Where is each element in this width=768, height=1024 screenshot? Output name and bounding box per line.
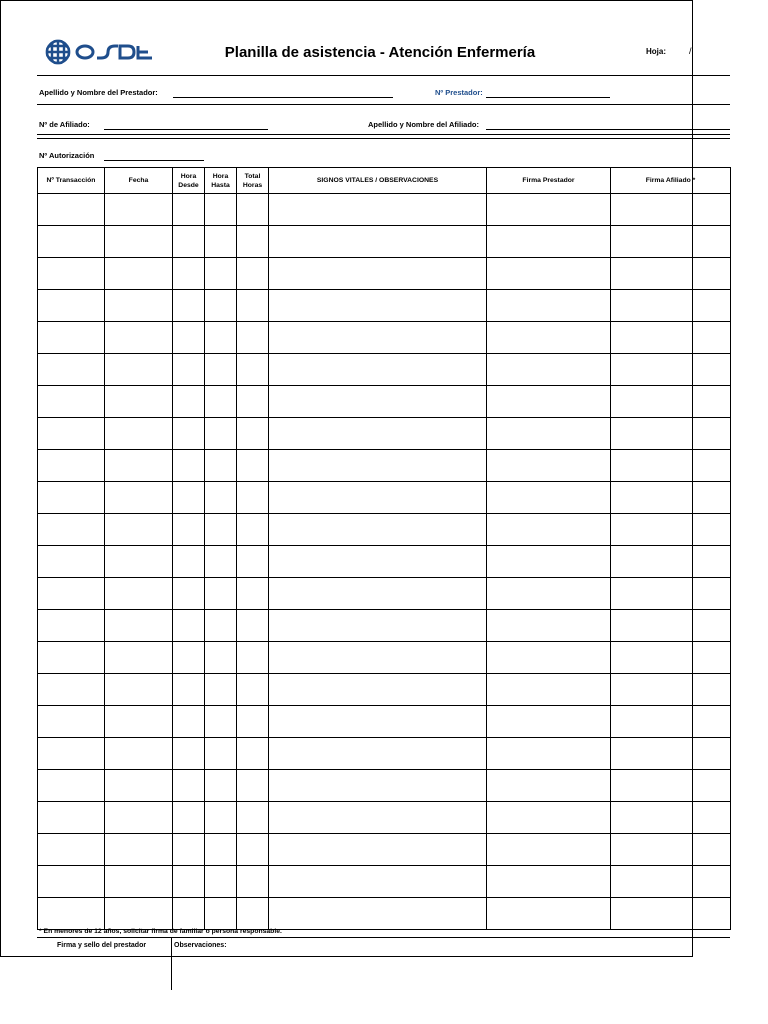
table-cell[interactable] [487,706,611,738]
table-cell[interactable] [487,546,611,578]
table-cell[interactable] [269,610,487,642]
table-cell[interactable] [237,386,269,418]
table-cell[interactable] [205,578,237,610]
table-cell[interactable] [269,642,487,674]
table-cell[interactable] [611,258,731,290]
table-cell[interactable] [611,834,731,866]
table-cell[interactable] [611,482,731,514]
table-cell[interactable] [105,514,173,546]
table-cell[interactable] [105,290,173,322]
afiliado-name-field[interactable] [486,129,730,130]
table-cell[interactable] [38,354,105,386]
table-cell[interactable] [269,834,487,866]
table-cell[interactable] [173,898,205,930]
table-cell[interactable] [269,770,487,802]
table-cell[interactable] [611,546,731,578]
table-cell[interactable] [38,898,105,930]
table-cell[interactable] [237,418,269,450]
table-cell[interactable] [487,642,611,674]
divider [37,104,730,105]
table-cell[interactable] [269,386,487,418]
table-cell[interactable] [487,770,611,802]
table-cell[interactable] [237,738,269,770]
table-cell[interactable] [487,674,611,706]
table-cell[interactable] [38,738,105,770]
osde-logo [44,38,156,71]
table-cell[interactable] [269,898,487,930]
table-cell[interactable] [237,482,269,514]
table-cell[interactable] [38,578,105,610]
table-cell[interactable] [237,194,269,226]
table-row [38,514,731,546]
table-cell[interactable] [105,322,173,354]
table-cell[interactable] [237,770,269,802]
table-cell[interactable] [173,354,205,386]
table-cell[interactable] [105,258,173,290]
table-cell[interactable] [237,610,269,642]
table-cell[interactable] [237,226,269,258]
table-cell[interactable] [38,866,105,898]
table-cell[interactable] [173,450,205,482]
table-cell[interactable] [487,386,611,418]
table-cell[interactable] [487,866,611,898]
table-cell[interactable] [269,194,487,226]
table-cell[interactable] [105,674,173,706]
table-cell[interactable] [105,578,173,610]
table-cell[interactable] [487,802,611,834]
table-cell[interactable] [173,770,205,802]
table-cell[interactable] [105,770,173,802]
table-cell[interactable] [205,674,237,706]
table-cell[interactable] [205,802,237,834]
table-cell[interactable] [269,866,487,898]
table-cell[interactable] [173,738,205,770]
table-cell[interactable] [173,642,205,674]
footnote: * En menores de 12 años, solicitar firma de familiar o persona responsable. [39,928,282,935]
table-cell[interactable] [611,450,731,482]
table-cell[interactable] [237,674,269,706]
table-cell[interactable] [269,322,487,354]
prestador-num-label: Nº Prestador: [435,88,483,97]
table-row [38,194,731,226]
table-cell[interactable] [105,706,173,738]
table-cell[interactable] [38,386,105,418]
table-cell[interactable] [205,354,237,386]
table-cell[interactable] [487,514,611,546]
table-cell[interactable] [205,866,237,898]
table-cell[interactable] [269,450,487,482]
table-cell[interactable] [173,866,205,898]
table-cell[interactable] [105,482,173,514]
table-row [38,226,731,258]
firma-sello-label: Firma y sello del prestador [57,942,147,949]
table-cell[interactable] [105,866,173,898]
column-header-line1: Firma Prestador [522,177,575,184]
table-cell[interactable] [205,194,237,226]
table-cell[interactable] [269,546,487,578]
table-header-row [38,168,731,194]
prestador-name-field[interactable] [173,97,393,98]
column-header [205,168,237,194]
table-cell[interactable] [269,226,487,258]
table-cell[interactable] [205,418,237,450]
table-cell[interactable] [205,322,237,354]
afiliado-num-field[interactable] [104,129,268,130]
table-cell[interactable] [237,546,269,578]
table-cell[interactable] [237,802,269,834]
table-cell[interactable] [269,578,487,610]
table-cell[interactable] [173,290,205,322]
table-row [38,450,731,482]
table-cell[interactable] [237,578,269,610]
table-cell[interactable] [105,834,173,866]
table-row [38,674,731,706]
table-row [38,546,731,578]
column-header [487,168,611,194]
table-cell[interactable] [611,290,731,322]
table-cell[interactable] [269,418,487,450]
table-cell[interactable] [269,706,487,738]
table-row [38,738,731,770]
afiliado-name-label: Apellido y Nombre del Afiliado: [368,120,479,129]
table-cell[interactable] [38,322,105,354]
table-cell[interactable] [611,354,731,386]
table-cell[interactable] [237,514,269,546]
table-cell[interactable] [237,322,269,354]
table-cell[interactable] [38,546,105,578]
column-header [173,168,205,194]
table-cell[interactable] [173,418,205,450]
table-cell[interactable] [105,642,173,674]
table-cell[interactable] [487,482,611,514]
table-row [38,418,731,450]
table-body [38,194,731,930]
column-header-line2: Desde [178,181,199,189]
divider [37,138,730,139]
table-cell[interactable] [269,738,487,770]
table-cell[interactable] [205,386,237,418]
table-cell[interactable] [611,578,731,610]
column-header-line1: SIGNOS VITALES / OBSERVACIONES [316,177,439,184]
table-row [38,386,731,418]
table-row [38,642,731,674]
column-header [38,168,105,194]
table-cell[interactable] [611,770,731,802]
table-cell[interactable] [38,674,105,706]
table-row [38,898,731,930]
column-header-line1: Total [244,172,261,180]
table-cell[interactable] [105,738,173,770]
table-row [38,834,731,866]
table-cell[interactable] [269,674,487,706]
divider [37,75,730,76]
table-cell[interactable] [611,610,731,642]
table-cell[interactable] [38,706,105,738]
table-cell[interactable] [38,194,105,226]
table-cell[interactable] [105,450,173,482]
table-cell[interactable] [487,610,611,642]
table-cell[interactable] [173,194,205,226]
table-cell[interactable] [611,418,731,450]
column-header-line2: Hasta [211,181,230,189]
table-cell[interactable] [105,546,173,578]
table-cell[interactable] [38,642,105,674]
table-cell[interactable] [237,258,269,290]
table-cell[interactable] [269,482,487,514]
table-cell[interactable] [237,706,269,738]
table-row [38,770,731,802]
column-header-line1: Fecha [128,177,149,184]
table-row [38,258,731,290]
observaciones-label: Observaciones: [174,942,227,949]
table-cell[interactable] [173,834,205,866]
table-cell[interactable] [269,802,487,834]
table-cell[interactable] [173,610,205,642]
table-cell[interactable] [173,546,205,578]
table-cell[interactable] [38,450,105,482]
column-header-line1: Hora [180,172,197,180]
column-header [611,168,731,194]
column-header [105,168,173,194]
table-row [38,482,731,514]
table-cell[interactable] [205,610,237,642]
table-cell[interactable] [205,898,237,930]
column-header-line2: Horas [242,181,263,189]
table-cell[interactable] [205,546,237,578]
table-cell[interactable] [269,258,487,290]
table-cell[interactable] [237,898,269,930]
table-cell[interactable] [205,738,237,770]
hoja-separator: / [689,46,692,56]
table-row [38,610,731,642]
column-header [237,168,269,194]
table-cell[interactable] [173,802,205,834]
table-cell[interactable] [611,674,731,706]
table-cell[interactable] [487,258,611,290]
table-cell[interactable] [105,226,173,258]
column-header-line1: Nº Transacción [46,177,96,184]
hoja-label: Hoja: [646,47,666,56]
table-cell[interactable] [105,354,173,386]
table-cell[interactable] [487,226,611,258]
afiliado-num-label: Nº de Afiliado: [39,120,90,129]
table-cell[interactable] [611,386,731,418]
table-cell[interactable] [487,354,611,386]
table-cell[interactable] [105,898,173,930]
table-cell[interactable] [38,834,105,866]
table-cell[interactable] [38,802,105,834]
table-cell[interactable] [611,514,731,546]
divider [37,134,730,135]
table-cell[interactable] [487,322,611,354]
table-cell[interactable] [105,802,173,834]
table-cell[interactable] [611,866,731,898]
prestador-num-field[interactable] [486,97,610,98]
column-header-line1: Firma Afiliado * [645,177,696,184]
table-cell[interactable] [237,866,269,898]
table-cell[interactable] [173,482,205,514]
table-cell[interactable] [205,290,237,322]
table-row [38,866,731,898]
table-cell[interactable] [487,418,611,450]
table-cell[interactable] [487,834,611,866]
column-header-line1: Hora [212,172,229,180]
table-cell[interactable] [205,226,237,258]
table-cell[interactable] [205,514,237,546]
table-cell[interactable] [237,354,269,386]
table-cell[interactable] [38,770,105,802]
table-cell[interactable] [611,226,731,258]
table-row [38,354,731,386]
table-cell[interactable] [269,514,487,546]
table-cell[interactable] [205,450,237,482]
table-cell[interactable] [173,226,205,258]
table-cell[interactable] [38,482,105,514]
table-cell[interactable] [173,258,205,290]
table-cell[interactable] [487,898,611,930]
prestador-name-label: Apellido y Nombre del Prestador: [39,88,158,97]
table-cell[interactable] [173,322,205,354]
table-cell[interactable] [173,706,205,738]
table-cell[interactable] [611,898,731,930]
table-cell[interactable] [38,290,105,322]
table-cell[interactable] [173,514,205,546]
table-cell[interactable] [487,290,611,322]
table-cell[interactable] [611,738,731,770]
table-cell[interactable] [611,322,731,354]
table-cell[interactable] [611,706,731,738]
autorizacion-field[interactable] [104,160,204,161]
table-cell[interactable] [205,258,237,290]
table-row [38,578,731,610]
table-cell[interactable] [487,450,611,482]
table-cell[interactable] [237,642,269,674]
table-cell[interactable] [38,610,105,642]
table-cell[interactable] [38,514,105,546]
table-cell[interactable] [269,354,487,386]
autorizacion-label: Nº Autorización [39,151,95,160]
table-cell[interactable] [105,418,173,450]
table-cell[interactable] [105,386,173,418]
table-cell[interactable] [487,194,611,226]
table-cell[interactable] [173,578,205,610]
table-cell[interactable] [237,834,269,866]
table-cell[interactable] [611,194,731,226]
table-cell[interactable] [487,738,611,770]
table-cell[interactable] [611,802,731,834]
table-row [38,706,731,738]
table-cell[interactable] [237,450,269,482]
table-cell[interactable] [205,706,237,738]
attendance-table [37,167,731,930]
table-cell[interactable] [205,834,237,866]
table-cell[interactable] [173,674,205,706]
column-header [269,168,487,194]
table-cell[interactable] [269,290,487,322]
table-cell[interactable] [205,642,237,674]
footer-divider [171,937,172,990]
table-cell[interactable] [237,290,269,322]
table-cell[interactable] [38,226,105,258]
table-cell[interactable] [105,194,173,226]
table-cell[interactable] [105,610,173,642]
table-cell[interactable] [173,386,205,418]
table-cell[interactable] [487,578,611,610]
table-cell[interactable] [611,642,731,674]
page-title: Planilla de asistencia - Atención Enfermería [224,44,536,61]
table-cell[interactable] [205,770,237,802]
table-row [38,322,731,354]
table-cell[interactable] [38,418,105,450]
table-cell[interactable] [205,482,237,514]
table-row [38,802,731,834]
table-cell[interactable] [38,258,105,290]
table-row [38,290,731,322]
